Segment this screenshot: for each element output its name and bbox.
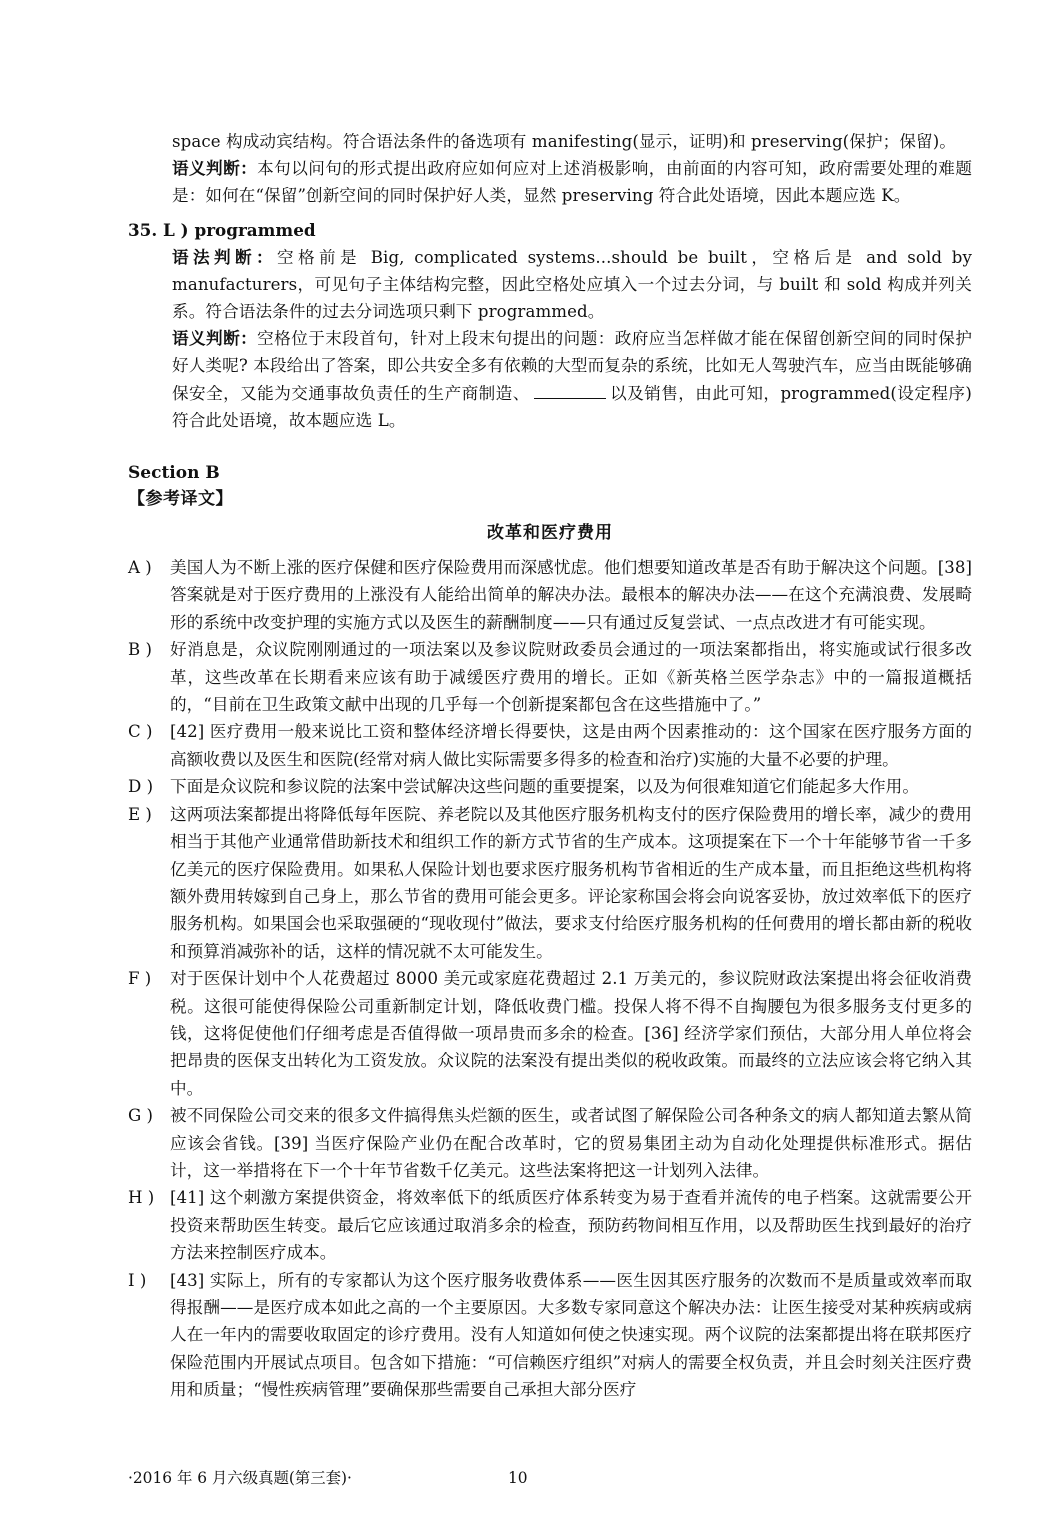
paragraph-item: [128, 1102, 972, 1184]
paragraph-marker: A ): [128, 558, 152, 578]
paragraph-marker: D ): [128, 777, 154, 797]
paragraph-item: [128, 965, 972, 1102]
paragraph-text: [41] 这个刺激方案提供资金，将效率低下的纸质医疗体系转变为易于查看并流传的电子档案。这就需要公开投资来帮助医生转变。最后它应该通过取消多余的检查，预防药物间相互作用，以及帮助医生找到最好的治疗方法来控制医疗成本。: [170, 1188, 972, 1263]
explanation-semantic: [128, 155, 972, 209]
grammar-judgement-label: 语法判断：: [172, 246, 278, 267]
question-35-semantic: [128, 325, 972, 434]
paragraph-text: 对于医保计划中个人花费超过 8000 美元或家庭花费超过 2.1 万美元的，参议院财政法案提出将会征收消费税。这很可能使得保险公司重新制定计划，降低收费门槛。投保人将不得不自掏腰包为很多服务支付更多的钱，这将促使他们仔细考虑是否值得做一项昂贵而多余的检查。[36] 经济学家们预估，大部分用人单位将会把昂贵的医保支出转化为工资发放。众议院的法案没有提出类似的税收政策。而最终的立法应该会将它纳入其中。: [170, 969, 972, 1098]
page-number: 10: [508, 1469, 528, 1487]
question-35-heading: 35. L ) programmed: [128, 219, 316, 240]
paragraph-text: [42] 医疗费用一般来说比工资和整体经济增长得要快，这是由两个因素推动的：这个国家在医疗服务方面的高额收费以及医生和医院(经常对病人做比实际需要多得多的检查和治疗)实施的大量不必要的护理。: [170, 722, 972, 769]
grammar-judgement-text: 空格前是 Big, complicated systems...should be built，空格后是 and sold by manufacturers，可见句子主体结构完整，因此空格处应填入一个过去分词，与 built 和 sold 构成并列关系。符合语法条件的过去分词选项只剩下 programmed。: [172, 247, 972, 322]
explanation-line-1: space 构成动宾结构。符合语法条件的备选项有 manifesting(显示，证明)和 preserving(保护；保留)。: [172, 132, 956, 151]
paragraph-text: 被不同保险公司交来的很多文件搞得焦头烂额的医生，或者试图了解保险公司各种条文的病人都知道去繁从简应该会省钱。[39] 当医疗保险产业仍在配合改革时，它的贸易集团主动为自动化处理提供标准形式。据估计，这一举措将在下一个十年节省数千亿美元。这些法案将把这一计划列入法律。: [170, 1106, 972, 1180]
paragraph-marker: F ): [128, 969, 152, 989]
paragraph-text: 好消息是，众议院刚刚通过的一项法案以及参议院财政委员会通过的一项法案都指出，将实施或试行很多改革，这些改革在长期看来应该有助于减缓医疗费用的增长。正如《新英格兰医学杂志》中的一篇报道概括的，“目前在卫生政策文献中出现的几乎每一个创新提案都包含在这些措施中了。”: [170, 640, 972, 715]
paragraph-item: [128, 636, 972, 718]
paragraph-item: [128, 1184, 972, 1266]
section-b-heading: Section B: [128, 463, 220, 484]
footer-source-label: ·2016 年 6 月六级真题(第三套)·: [128, 1469, 352, 1487]
page-footer: [128, 1465, 972, 1491]
paragraph-marker: H ): [128, 1188, 155, 1208]
paragraph-item: [128, 801, 972, 965]
paragraph-text: 美国人为不断上涨的医疗保健和医疗保险费用而深感忧虑。他们想要知道改革是否有助于解决这个问题。[38] 答案就是对于医疗费用的上涨没有人能给出简单的解决办法。最根本的解决办法——在这个充满浪费、发展畸形的系统中改变护理的实施方式以及医生的薪酬制度——只有通过反复尝试、一点点改进才有可能实现。: [170, 558, 972, 632]
paragraph-marker: I ): [128, 1270, 147, 1290]
reference-translation-label: 【参考译文】: [128, 489, 233, 510]
paragraph-marker: C ): [128, 722, 153, 742]
top-explanation-block: [128, 128, 972, 210]
paragraph-text: 下面是众议院和参议院的法案中尝试解决这些问题的重要提案，以及为何很难知道它们能起多大作用。: [170, 777, 919, 797]
blank-underline: [534, 384, 606, 399]
article-title: 改革和医疗费用: [487, 523, 613, 544]
semantic-judgement-text-35b: 以及销售，由此可知，programmed(设定程序)符合此处语境，故本题应选 L。: [172, 383, 973, 430]
paragraph-item: [128, 718, 972, 773]
translated-paragraph-list: [128, 554, 972, 1404]
paragraph-text: 这两项法案都提出将降低每年医院、养老院以及其他医疗服务机构支付的医疗保险费用的增长率，减少的费用相当于其他产业通常借助新技术和组织工作的新方式节省的生产成本。这项提案在下一个十年能够节省一千多亿美元的医疗保险费用。如果私人保险计划也要求医疗服务机构节省相近的生产成本量，而且拒绝这些机构将额外费用转嫁到自己身上，那么节省的费用可能会更多。评论家称国会将会向说客妥协，放过效率低下的医疗服务机构。如果国会也采取强硬的“现收现付”做法，要求支付给医疗服务机构的任何费用的增长都由新的税收和预算消减弥补的话，这样的情况就不太可能发生。: [170, 804, 972, 961]
question-35-grammar: [128, 244, 972, 326]
paragraph-marker: E ): [128, 804, 152, 824]
paragraph-item: [128, 554, 972, 636]
paragraph-marker: B ): [128, 640, 152, 660]
paragraph-text: [43] 实际上，所有的专家都认为这个医疗服务收费体系——医生因其医疗服务的次数而不是质量或效率而取得报酬——是医疗成本如此之高的一个主要原因。大多数专家同意这个解决办法：让医生接受对某种疾病或病人在一年内的需要收取固定的诊疗费用。没有人知道如何使之快速实现。两个议院的法案都提出将在联邦医疗保险范围内开展试点项目。包含如下措施：“可信赖医疗组织”对病人的需要全权负责，并且会时刻关注医疗费用和质量；“慢性疾病管理”要确保那些需要自己承担大部分医疗: [170, 1270, 972, 1400]
paragraph-item: [128, 773, 972, 800]
semantic-judgement-text-35a: 空格位于末段首句，针对上段末句提出的问题：政府应当怎样做才能在保留创新空间的同时保护好人类呢? 本段给出了答案，即公共安全多有依赖的大型而复杂的系统，比如无人驾驶汽车，应当由既能够确保安全，又能为交通事故负责任的生产商制造、: [172, 329, 973, 403]
semantic-judgement-text: 本句以问句的形式提出政府应如何应对上述消极影响，由前面的内容可知，政府需要处理的难题是：如何在“保留”创新空间的同时保护好人类，显然 preserving 符合此处语境，因此本题应选 K。: [172, 159, 973, 206]
paragraph-item: [128, 1267, 972, 1404]
semantic-judgement-label: 语义判断：: [172, 158, 258, 179]
semantic-judgement-label-35: 语义判断：: [172, 328, 258, 349]
paragraph-marker: G ): [128, 1106, 154, 1126]
